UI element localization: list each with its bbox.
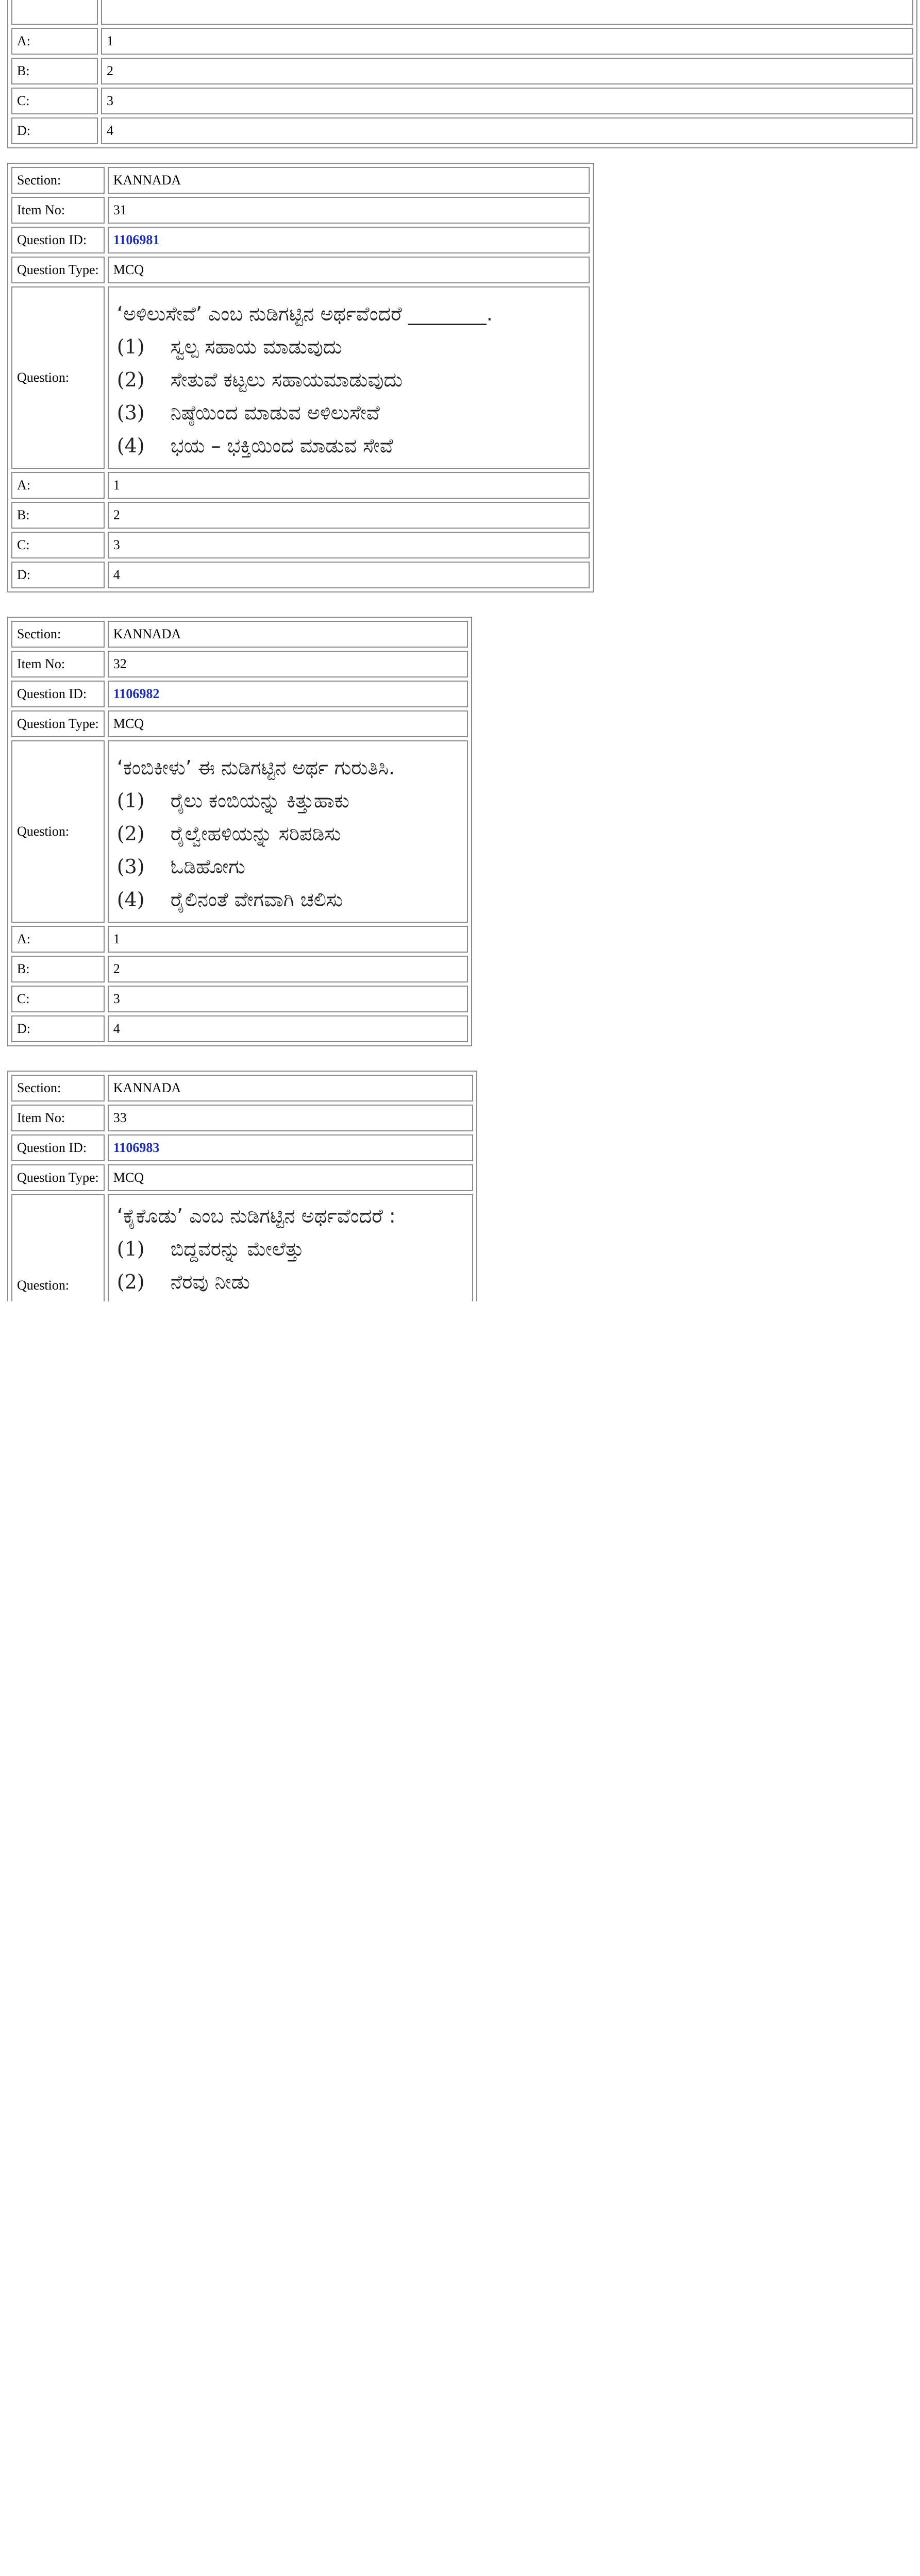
label-cell — [11, 0, 98, 25]
answer-d: 4 — [108, 1015, 468, 1042]
answer-b: 2 — [108, 502, 590, 529]
option-number: (1) — [116, 335, 145, 358]
label-c: C: — [11, 532, 105, 558]
label-section: Section: — [11, 167, 105, 194]
question-id-value: 1106981 — [108, 227, 590, 253]
label-question: Question: — [11, 740, 105, 923]
item-no-value: 33 — [108, 1105, 473, 1131]
label-b: B: — [11, 58, 98, 84]
option-text: ಭಯ – ಭಕ್ತಿಯಿಂದ ಮಾಡುವ ಸೇವೆ — [170, 434, 393, 457]
label-question-id: Question ID: — [11, 1134, 105, 1161]
label-question-type: Question Type: — [11, 257, 105, 283]
label-b: B: — [11, 956, 105, 982]
option-2 — [117, 1265, 464, 1298]
question-block-32 — [7, 617, 472, 1046]
question-type-value: MCQ — [108, 257, 590, 283]
option-number: (4) — [116, 434, 145, 457]
label-question: Question: — [11, 286, 105, 469]
label-question-id: Question ID: — [11, 681, 105, 707]
label-question-type: Question Type: — [11, 710, 105, 737]
label-section: Section: — [11, 621, 105, 648]
option-number: (4) — [116, 888, 145, 911]
answer-a: 1 — [101, 28, 913, 55]
question-stem: ‘ಕಂಬಿಕೀಳು’ ಈ ನುಡಿಗಟ್ಟಿನ ಅರ್ಥ ಗುರುತಿಸಿ. — [116, 756, 395, 779]
option-text: ರೈಲ್ವೇಹಳಿಯನ್ನು ಸರಿಪಡಿಸು — [170, 822, 341, 845]
label-d: D: — [11, 117, 98, 144]
label-c: C: — [11, 88, 98, 114]
option-text: ಸೇತುವೆ ಕಟ್ಟಲು ಸಹಾಯಮಾಡುವುದು — [170, 368, 403, 391]
label-question-type: Question Type: — [11, 1164, 105, 1191]
option-number: (3) — [116, 855, 145, 878]
label-a: A: — [11, 926, 105, 953]
option-4 — [117, 883, 459, 916]
option-2 — [117, 363, 580, 396]
answer-a: 1 — [108, 926, 468, 953]
item-no-value: 32 — [108, 651, 468, 677]
option-text: ಸ್ವಲ್ಪ ಸಹಾಯ ಮಾಡುವುದು — [170, 335, 342, 358]
option-text: ರೈಲು ಕಂಬಿಯನ್ನು ಕಿತ್ತುಹಾಕು — [170, 789, 349, 812]
item-no-value: 31 — [108, 197, 590, 224]
question-content — [108, 286, 590, 469]
label-question: Question: — [11, 1194, 105, 1377]
option-1 — [117, 330, 580, 363]
option-text: ಬಿದ್ದವರನ್ನು ಮೇಲೆತ್ತು — [170, 1238, 304, 1260]
option-3 — [117, 850, 459, 883]
label-d: D: — [11, 562, 105, 588]
page-footer-area — [0, 1301, 920, 1404]
answer-b: 2 — [101, 58, 913, 84]
section-value: KANNADA — [108, 167, 590, 194]
label-item-no: Item No: — [11, 1105, 105, 1131]
label-c: C: — [11, 986, 105, 1012]
label-a: A: — [11, 28, 98, 55]
label-b: B: — [11, 502, 105, 529]
section-value: KANNADA — [108, 1075, 473, 1101]
label-question-id: Question ID: — [11, 227, 105, 253]
option-number: (1) — [116, 1238, 145, 1260]
question-id-value: 1106982 — [108, 681, 468, 707]
question-type-value: MCQ — [108, 1164, 473, 1191]
option-1 — [117, 784, 459, 817]
answer-d: 4 — [101, 117, 913, 144]
option-1 — [117, 1232, 464, 1265]
option-4 — [117, 429, 580, 462]
label-section: Section: — [11, 1075, 105, 1101]
answer-c: 3 — [101, 88, 913, 114]
answer-a: 1 — [108, 472, 590, 499]
question-block-previous — [7, 0, 917, 148]
option-number: (2) — [116, 822, 145, 845]
question-stem: ‘ಅಳಿಲುಸೇವೆ’ ಎಂಬ ನುಡಿಗಟ್ಟಿನ ಅರ್ಥವೆಂದರೆ ________. — [116, 302, 493, 325]
question-type-value: MCQ — [108, 710, 468, 737]
section-value: KANNADA — [108, 621, 468, 648]
label-item-no: Item No: — [11, 197, 105, 224]
answer-c: 3 — [108, 532, 590, 558]
option-number: (2) — [116, 1270, 145, 1293]
option-text: ಓಡಿಹೋಗು — [170, 855, 245, 878]
option-number: (2) — [116, 368, 145, 391]
answer-d: 4 — [108, 562, 590, 588]
option-3 — [117, 396, 580, 429]
answer-b: 2 — [108, 956, 468, 982]
option-2 — [117, 817, 459, 850]
label-d: D: — [11, 1015, 105, 1042]
option-text: ರೈಲಿನಂತೆ ವೇಗವಾಗಿ ಚಲಿಸು — [170, 888, 343, 911]
question-block-31 — [7, 163, 594, 592]
question-cell-cut — [101, 0, 913, 25]
label-a: A: — [11, 472, 105, 499]
option-text: ನಿಷ್ಠೆಯಿಂದ ಮಾಡುವ ಅಳಿಲುಸೇವೆ — [170, 401, 380, 424]
answer-c: 3 — [108, 986, 468, 1012]
question-content — [108, 740, 468, 923]
question-stem: ‘ಕೈಕೊಡು’ ಎಂಬ ನುಡಿಗಟ್ಟಿನ ಅರ್ಥವೆಂದರೆ : — [116, 1205, 396, 1227]
option-number: (3) — [116, 401, 145, 424]
option-number: (1) — [116, 789, 145, 812]
question-id-value: 1106983 — [108, 1134, 473, 1161]
option-text: ನೆರವು ನೀಡು — [170, 1270, 250, 1293]
label-item-no: Item No: — [11, 651, 105, 677]
